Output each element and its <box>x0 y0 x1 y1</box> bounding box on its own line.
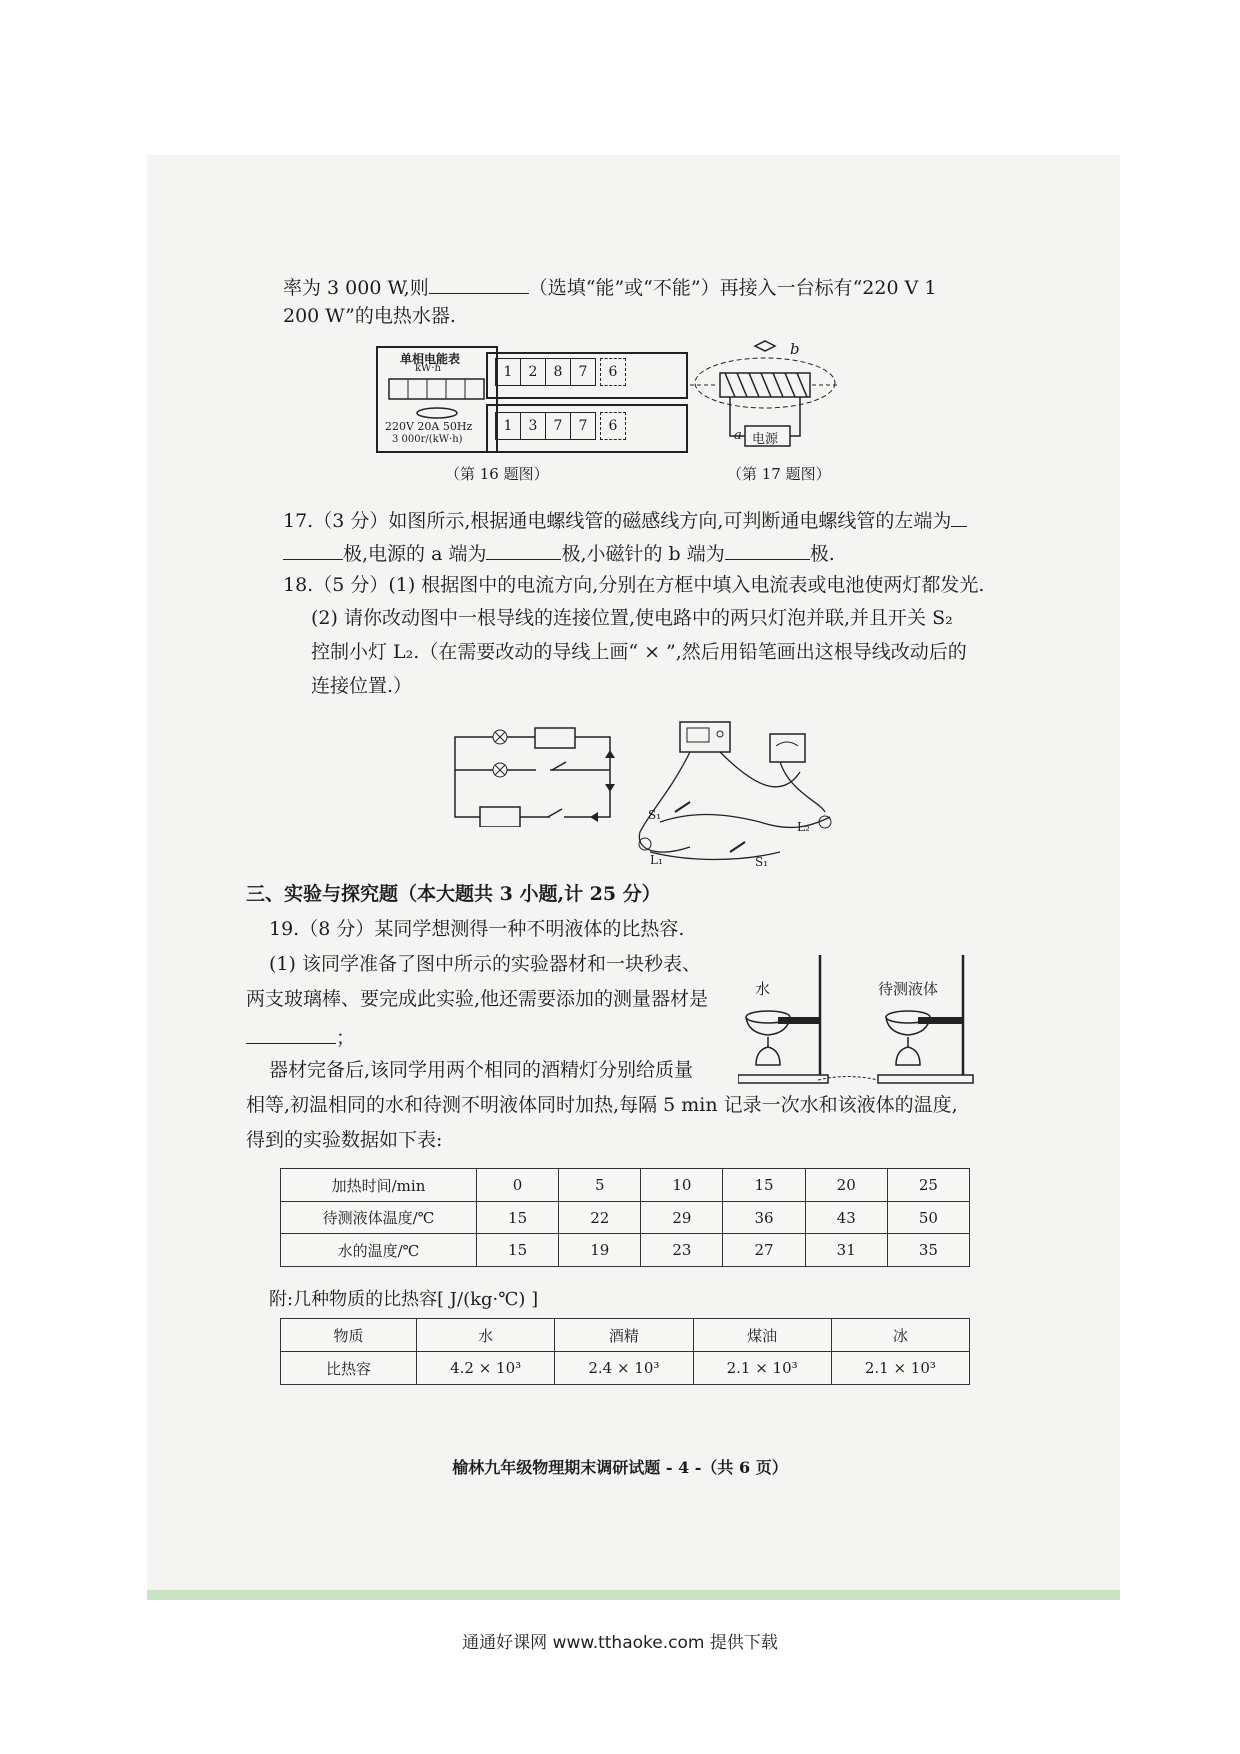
q16-line2: 200 W”的电热水器. <box>283 305 456 327</box>
q19-line3: 两支玻璃棒、要完成此实验,他还需要添加的测量器材是 <box>246 988 709 1010</box>
meter-spec2: 3 000r/(kW·h) <box>392 434 463 445</box>
switch-s1-top-label: S₁ <box>648 808 662 822</box>
q17-line1: 17.（3 分）如图所示,根据通电螺线管的磁感线方向,可判断通电螺线管的左端为 <box>283 508 967 531</box>
reading-top: 1 2 8 7 6 <box>495 358 626 386</box>
section3-title: 三、实验与探究题（本大题共 3 小题,计 25 分） <box>246 883 661 905</box>
reading-bottom: 1 3 7 7 6 <box>495 412 626 440</box>
caption-fig16: （第 16 题图） <box>445 465 549 483</box>
q19-line6: 相等,初温相同的水和待测不明液体同时加热,每隔 5 min 记录一次水和该液体的温度, <box>246 1094 958 1116</box>
specific-heat-table <box>280 1318 970 1385</box>
lamp-l1-label: L₁ <box>650 853 663 867</box>
heating-apparatus <box>738 955 978 1090</box>
q16-line1: 率为 3 000 W,则 （选填“能”或“不能”）再接入一台标有“220 V 1 <box>283 277 937 299</box>
q19-line2: (1) 该同学准备了图中所示的实验器材和一块秒表、 <box>269 953 701 975</box>
meter-title: 单相电能表 <box>400 352 461 366</box>
answer-blank <box>283 541 343 560</box>
table-row: 比热容 4.2 × 10³ 2.4 × 10³ 2.1 × 10³ 2.1 × 10³ <box>281 1352 970 1385</box>
table-row: 待测液体温度/℃ 15 22 29 36 43 50 <box>281 1202 970 1234</box>
power-source-label: 电源 <box>752 432 779 447</box>
switch-s1-bottom-label: S₁ <box>755 855 769 869</box>
site-footer: 通通好课网 www.tthaoke.com 提供下载 <box>462 1633 778 1653</box>
answer-blank <box>725 541 810 560</box>
physical-circuit <box>630 712 840 872</box>
meter-spec1: 220V 20A 50Hz <box>385 420 473 433</box>
q18-line4: 连接位置.） <box>311 675 413 697</box>
q18-line1: 18.（5 分）(1) 根据图中的电流方向,分别在方框中填入电流表或电池使两灯都发光. <box>283 574 985 596</box>
terminal-a-label: a <box>734 428 742 443</box>
appendix-title: 附:几种物质的比热容[ J/(kg·℃) ] <box>269 1289 539 1310</box>
q19-line7: 得到的实验数据如下表: <box>246 1129 443 1151</box>
needle-b-label: b <box>790 340 800 358</box>
liquid-label: 待测液体 <box>878 980 939 998</box>
lamp-l2-label: L₂ <box>797 820 810 834</box>
page-footer: 榆林九年级物理期末调研试题 - 4 -（共 6 页） <box>452 1458 788 1477</box>
circuit-diagram <box>450 722 620 827</box>
meter-unit: kW·h <box>415 363 441 374</box>
water-label: 水 <box>755 980 771 998</box>
table-row: 水的温度/℃ 15 19 23 27 31 35 <box>281 1234 970 1267</box>
answer-blank <box>246 1025 336 1044</box>
answer-blank <box>951 508 967 527</box>
q19-line1: 19.（8 分）某同学想测得一种不明液体的比热容. <box>269 918 685 940</box>
answer-blank <box>486 541 561 560</box>
q17-line2: 极,电源的 a 端为 极,小磁针的 b 端为 极. <box>283 541 835 564</box>
caption-fig17: （第 17 题图） <box>727 465 831 483</box>
q19-line5: 器材完备后,该同学用两个相同的酒精灯分别给质量 <box>269 1059 694 1081</box>
table-row: 物质 水 酒精 煤油 冰 <box>281 1319 970 1352</box>
q18-line3: 控制小灯 L₂.（在需要改动的导线上画“ × ”,然后用铅笔画出这根导线改动后的 <box>311 641 967 663</box>
answer-blank <box>429 275 529 294</box>
q18-line2: (2) 请你改动图中一根导线的连接位置,使电路中的两只灯泡并联,并且开关 S₂ <box>311 607 953 629</box>
q19-line4: ； <box>246 1025 355 1048</box>
table-row: 加热时间/min 0 5 10 15 20 25 <box>281 1169 970 1202</box>
green-divider <box>147 1590 1120 1600</box>
temperature-table <box>280 1168 970 1267</box>
